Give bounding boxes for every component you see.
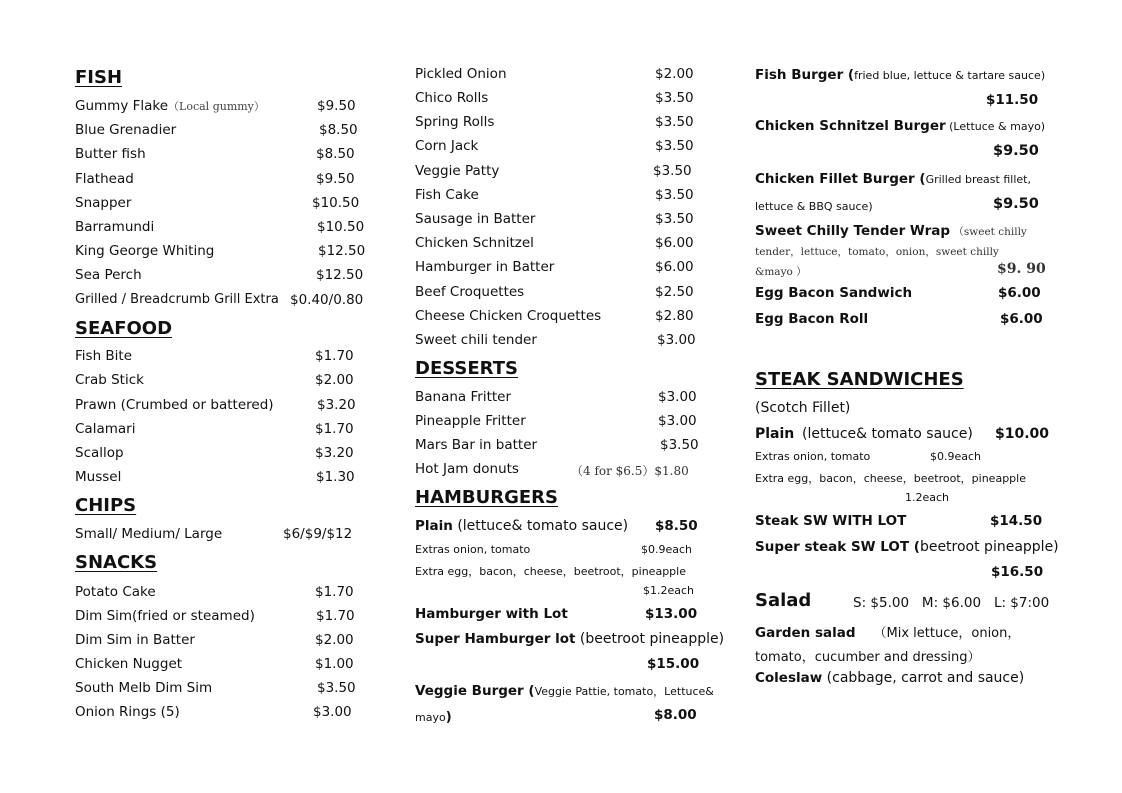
snacks-item-price: $2.50 <box>655 284 694 300</box>
hamburger-extras: Extra egg，bacon，cheese，beetroot，pineapple <box>415 565 686 578</box>
hamburger-lot-price: $13.00 <box>645 606 698 622</box>
snacks-item-name: Corn Jack <box>415 138 479 154</box>
tender-wrap-desc: tender，lettuce，tomato，onion，sweet chilly <box>755 246 999 258</box>
steak-plain: Plain <box>755 426 795 442</box>
steak-extras: Extras onion, tomato <box>755 450 871 463</box>
snacks-item-price: $3.50 <box>655 138 694 154</box>
seafood-heading: SEAFOOD <box>75 318 173 339</box>
fish-item-price: $12.50 <box>316 267 364 283</box>
fish-item-name: Grilled / Breadcrumb Grill Extra <box>75 292 279 307</box>
snacks-item-name: Onion Rings (5) <box>75 704 180 720</box>
snacks-item-name: Hamburger in Batter <box>415 259 555 275</box>
dessert-item-name: Pineapple Fritter <box>415 413 526 429</box>
fish-burger: Fish Burger (fried blue, lettuce & tartare sauce) <box>755 67 1046 83</box>
fish-heading: FISH <box>75 67 123 88</box>
desserts-heading: DESSERTS <box>415 358 518 379</box>
egg-bacon-sandwich: Egg Bacon Sandwich <box>755 285 913 301</box>
fish-item-price: $9.50 <box>317 98 356 114</box>
snacks-item-price: $2.00 <box>315 632 354 648</box>
seafood-item-price: $1.30 <box>316 469 355 485</box>
seafood-item-price: $2.00 <box>315 372 354 388</box>
snacks-item-price: $3.50 <box>655 211 694 227</box>
fillet-burger-desc: lettuce & BBQ sauce) <box>755 200 873 213</box>
hamburger-super: Super Hamburger lot (beetroot pineapple) <box>415 631 725 647</box>
garden-salad-desc: tomato，cucumber and dressing） <box>755 650 981 665</box>
tender-wrap: Sweet Chilly Tender Wrap （sweet chilly <box>755 223 1027 239</box>
steak-sub: (Scotch Fillet) <box>755 400 851 416</box>
hamburger-extras: Extras onion, tomato <box>415 543 531 556</box>
snacks-item-price: $3.50 <box>653 163 692 179</box>
fish-item-name: Barramundi <box>75 219 155 235</box>
steak-plain-price: $10.00 <box>995 426 1050 442</box>
snacks-item-name: Cheese Chicken Croquettes <box>415 308 602 324</box>
snacks-item-name: Potato Cake <box>75 584 156 600</box>
chips-heading: CHIPS <box>75 495 137 516</box>
snacks-item-price: $6.00 <box>655 235 694 251</box>
fish-item-price: $9.50 <box>316 171 355 187</box>
steak-plain-desc: (lettuce& tomato sauce) <box>802 426 973 442</box>
steak-extras-price: 1.2each <box>905 491 950 504</box>
hamburger-extras-price: $1.2each <box>643 584 695 597</box>
tender-wrap-desc: &mayo ） <box>755 266 807 278</box>
steak-extras-price: $0.9each <box>930 450 982 463</box>
egg-bacon-roll: Egg Bacon Roll <box>755 311 869 327</box>
snacks-item-name: Spring Rolls <box>415 114 495 130</box>
snacks-item-name: Dim Sim in Batter <box>75 632 195 648</box>
snacks-item-name: Chicken Nugget <box>75 656 183 672</box>
snacks-item-name: Chico Rolls <box>415 90 489 106</box>
snacks-item-name: South Melb Dim Sim <box>75 680 213 696</box>
tender-wrap-price: $9. 90 <box>997 261 1046 277</box>
hamburgers-heading: HAMBURGERS <box>415 487 558 508</box>
fish-item-price: $12.50 <box>318 243 366 259</box>
dessert-item-price: $3.00 <box>658 389 697 405</box>
snacks-item-price: $3.50 <box>655 114 694 130</box>
snacks-item-price: $3.00 <box>313 704 352 720</box>
dessert-item-price: $3.00 <box>658 413 697 429</box>
seafood-item-price: $1.70 <box>315 348 354 364</box>
snacks-item-price: $2.80 <box>655 308 694 324</box>
snacks-item-name: Sweet chili tender <box>415 332 537 348</box>
snacks-item-price: $3.50 <box>655 187 694 203</box>
veggie-burger-price: $8.00 <box>654 707 697 723</box>
seafood-item-name: Scallop <box>75 445 124 461</box>
dessert-item-name: Mars Bar in batter <box>415 437 538 453</box>
seafood-item-name: Fish Bite <box>75 348 133 364</box>
veggie-burger-desc: mayo) <box>415 710 452 725</box>
schnitzel-burger-price: $9.50 <box>993 143 1039 159</box>
snacks-item-name: Fish Cake <box>415 187 479 203</box>
chips-item-price: $6/$9/$12 <box>283 526 353 542</box>
hamburger-extras-price: $0.9each <box>641 543 693 556</box>
snacks-item-price: $3.50 <box>317 680 356 696</box>
fish-item-name: Sea Perch <box>75 267 142 283</box>
coleslaw: Coleslaw (cabbage, carrot and sauce) <box>755 670 1025 686</box>
seafood-item-name: Prawn (Crumbed or battered) <box>75 397 274 413</box>
steak-lot-price: $14.50 <box>990 513 1043 529</box>
fish-item-price: $0.40/0.80 <box>290 292 364 308</box>
snacks-heading: SNACKS <box>75 552 158 573</box>
fish-item-price: $8.50 <box>319 122 358 138</box>
snacks-item-price: $6.00 <box>655 259 694 275</box>
snacks-item-name: Beef Croquettes <box>415 284 525 300</box>
dessert-item-name: Banana Fritter <box>415 389 512 405</box>
snacks-item-price: $1.70 <box>316 608 355 624</box>
super-steak-lot-price: $16.50 <box>991 564 1044 580</box>
hamburger-plain-price: $8.50 <box>655 518 698 534</box>
snacks-item-price: $1.00 <box>315 656 354 672</box>
garden-salad: Garden salad （Mix lettuce，onion， <box>755 625 1021 641</box>
steak-sandwiches-heading: STEAK SANDWICHES <box>755 369 964 390</box>
steak-lot: Steak SW WITH LOT <box>755 513 907 529</box>
fish-item-price: $10.50 <box>317 219 365 235</box>
steak-extras: Extra egg，bacon，cheese，beetroot，pineapple <box>755 472 1026 485</box>
hamburger-super-price: $15.00 <box>647 656 700 672</box>
fish-item-name: Flathead <box>75 171 134 187</box>
dessert-item-price: （4 for $6.5）$1.80 <box>571 464 689 478</box>
fillet-burger-price: $9.50 <box>993 196 1039 212</box>
seafood-item-price: $3.20 <box>315 445 354 461</box>
fillet-burger: Chicken Fillet Burger (Grilled breast fillet, <box>755 171 1031 187</box>
fish-item-name: Blue Grenadier <box>75 122 177 138</box>
fish-burger-price: $11.50 <box>986 92 1039 108</box>
fish-item-price: $8.50 <box>316 146 355 162</box>
hamburger-lot: Hamburger with Lot <box>415 606 568 622</box>
schnitzel-burger: Chicken Schnitzel Burger (Lettuce & mayo) <box>755 118 1046 134</box>
dessert-item-price: $3.50 <box>660 437 699 453</box>
seafood-item-price: $3.20 <box>317 397 356 413</box>
super-steak-lot: Super steak SW LOT (beetroot pineapple) <box>755 539 1059 555</box>
seafood-item-price: $1.70 <box>315 421 354 437</box>
snacks-item-name: Sausage in Batter <box>415 211 536 227</box>
chips-item-name: Small/ Medium/ Large <box>75 526 223 542</box>
snacks-item-name: Pickled Onion <box>415 66 507 82</box>
fish-item-name: Snapper <box>75 195 132 211</box>
dessert-item-name: Hot Jam donuts <box>415 461 519 477</box>
salad-sizes: S: $5.00 M: $6.00 L: $7:00 <box>853 595 1050 611</box>
snacks-item-name: Dim Sim(fried or steamed) <box>75 608 255 624</box>
veggie-burger: Veggie Burger (Veggie Pattie, tomato，Lettuce& <box>415 683 714 699</box>
fish-item-name: King George Whiting <box>75 243 215 259</box>
egg-bacon-roll-price: $6.00 <box>1000 311 1043 327</box>
egg-bacon-sandwich-price: $6.00 <box>998 285 1041 301</box>
seafood-item-name: Crab Stick <box>75 372 144 388</box>
salad-heading: Salad <box>755 590 812 611</box>
snacks-item-name: Chicken Schnitzel <box>415 235 534 251</box>
fish-item-name: Gummy Flake（Local gummy） <box>75 98 265 114</box>
snacks-item-price: $3.00 <box>657 332 696 348</box>
fish-item-price: $10.50 <box>312 195 360 211</box>
hamburger-plain: Plain (lettuce& tomato sauce) <box>415 518 629 534</box>
seafood-item-name: Mussel <box>75 469 122 485</box>
snacks-item-price: $2.00 <box>655 66 694 82</box>
snacks-item-name: Veggie Patty <box>415 163 500 179</box>
snacks-item-price: $1.70 <box>315 584 354 600</box>
seafood-item-name: Calamari <box>75 421 136 437</box>
fish-item-name: Butter fish <box>75 146 146 162</box>
snacks-item-price: $3.50 <box>655 90 694 106</box>
